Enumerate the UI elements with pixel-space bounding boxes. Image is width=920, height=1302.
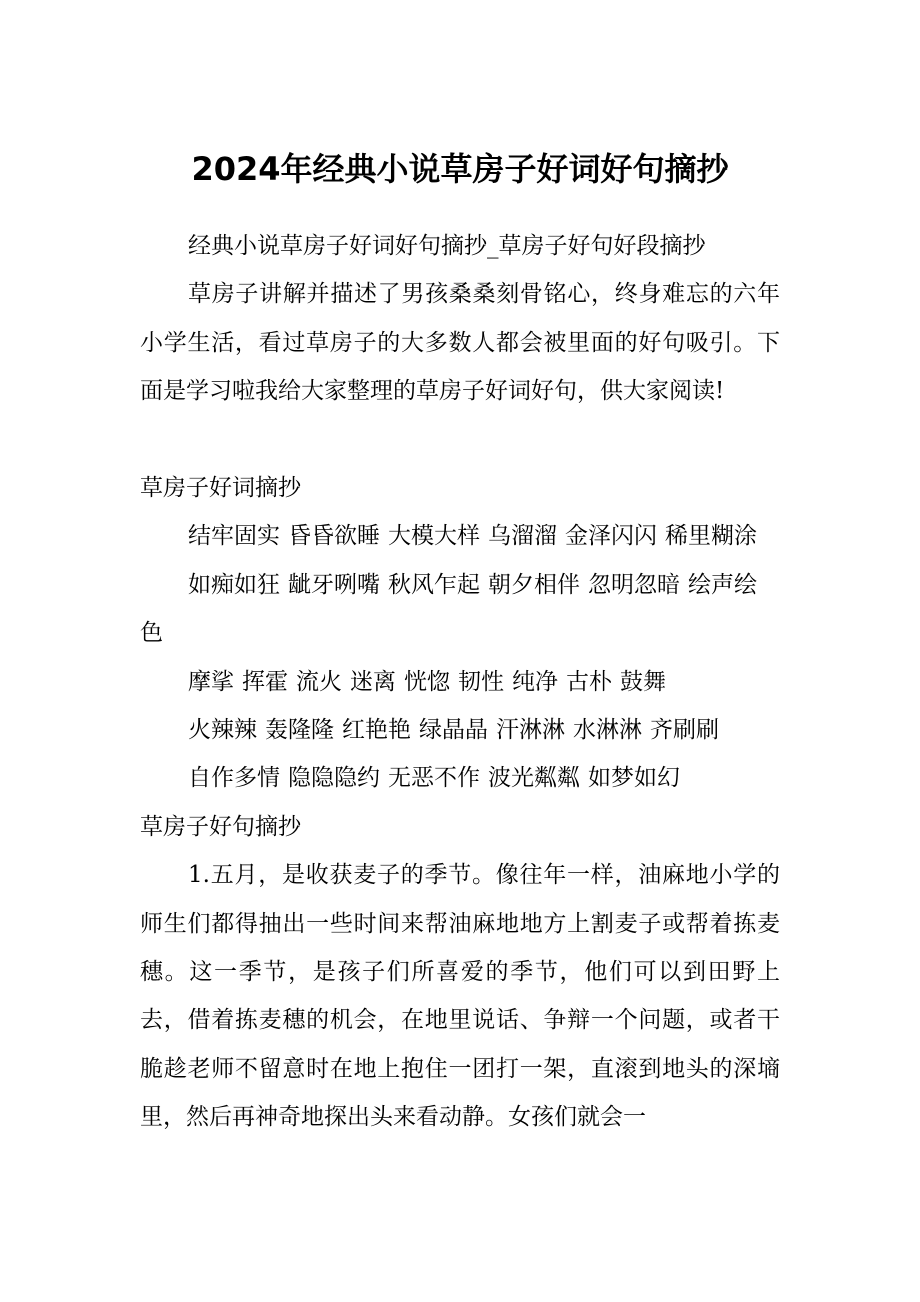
words-heading: 草房子好词摘抄 — [140, 475, 301, 502]
word-term: 昏昏欲睡 — [288, 523, 380, 550]
word-group-3 — [140, 658, 780, 706]
word-term: 龇牙咧嘴 — [288, 571, 380, 598]
word-term: 如痴如狂 — [188, 571, 280, 598]
word-term: 秋风乍起 — [388, 571, 480, 598]
word-group-5 — [140, 754, 780, 802]
word-term: 汗淋淋 — [496, 717, 565, 744]
word-group-4 — [140, 706, 780, 754]
blank-line — [140, 416, 780, 464]
word-term: 纯净 — [512, 668, 558, 695]
word-term: 稀里糊涂 — [665, 523, 757, 550]
word-term: 金泽闪闪 — [565, 523, 657, 550]
word-term: 自作多情 — [188, 765, 280, 792]
word-group-1 — [140, 512, 780, 560]
intro-paragraph: 草房子讲解并描述了男孩桑桑刻骨铭心，终身难忘的六年小学生活，看过草房子的大多数人都会被里面的好句吸引。下面是学习啦我给大家整理的草房子好词好句，供大家阅读! — [140, 281, 780, 405]
word-term: 挥霍 — [242, 668, 288, 695]
word-group-2 — [140, 561, 780, 658]
sentence-paragraph-1: 1.五月，是收获麦子的季节。像往年一样，油麻地小学的师生们都得抽出一些时间来帮油麻地地方上割麦子或帮着拣麦穗。这一季节，是孩子们所喜爱的季节，他们可以到田野上去，借着拣麦穗的机会，在地里说话、争辩一个问题，或者干脆趁老师不留意时在地上抱住一团打一架，直滚到地头的深墒里，然后再神奇地探出头来看动静。女孩们就会一 — [140, 862, 780, 1131]
sentences-heading: 草房子好句摘抄 — [140, 813, 301, 840]
word-term: 无恶不作 — [388, 765, 480, 792]
subtitle-paragraph: 经典小说草房子好词好句摘抄_草房子好句好段摘抄 — [188, 233, 706, 259]
word-term: 结牢固实 — [188, 523, 280, 550]
word-term: 波光粼粼 — [488, 765, 580, 792]
word-term: 迷离 — [350, 668, 396, 695]
word-term: 绘声绘色 — [140, 571, 757, 647]
word-term: 朝夕相伴 — [488, 571, 580, 598]
word-term: 忽明忽暗 — [588, 571, 680, 598]
word-term: 红艳艳 — [342, 717, 411, 744]
word-term: 恍惚 — [404, 668, 450, 695]
document-title: 2024年经典小说草房子好词好句摘抄 — [191, 150, 729, 188]
word-term: 齐刷刷 — [650, 717, 719, 744]
word-term: 绿晶晶 — [419, 717, 488, 744]
word-term: 乌溜溜 — [488, 523, 557, 550]
word-term: 大模大样 — [388, 523, 480, 550]
word-term: 如梦如幻 — [588, 765, 680, 792]
word-term: 流火 — [296, 668, 342, 695]
word-term: 韧性 — [458, 668, 504, 695]
word-term: 火辣辣 — [188, 717, 257, 744]
document-body — [140, 222, 780, 1142]
word-term: 隐隐隐约 — [288, 765, 380, 792]
word-term: 摩挲 — [188, 668, 234, 695]
word-term: 水淋淋 — [573, 717, 642, 744]
word-term: 鼓舞 — [620, 668, 666, 695]
word-term: 轰隆隆 — [265, 717, 334, 744]
word-term: 古朴 — [566, 668, 612, 695]
